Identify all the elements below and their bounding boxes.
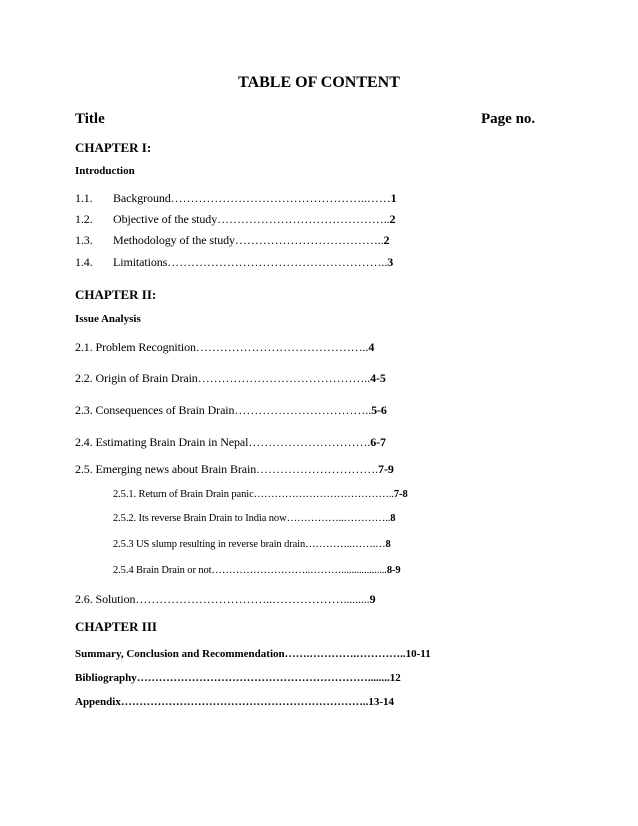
entry-page: 3 [387,255,394,269]
entry-text: Limitations……………………………………………….. [113,255,388,269]
toc-subentry-2-5-3[interactable] [113,539,391,550]
chapter-1-label: CHAPTER I: [75,140,152,155]
toc-entry-2-1[interactable] [75,340,374,355]
entry-text: Background…………………………………………..…… [113,191,391,205]
toc-entry-2-3[interactable] [75,403,387,418]
toc-subentry-2-5-1[interactable] [113,489,408,500]
toc-entry-1-3[interactable] [75,233,389,248]
chapter-1-section: Introduction [75,165,135,177]
toc-entry-1-2[interactable] [75,212,395,227]
title-column-header: Title [75,111,105,127]
chapter-2-section: Issue Analysis [75,313,141,325]
page-heading: TABLE OF CONTENT [238,74,400,91]
toc-subentry-2-5-4[interactable] [113,565,401,576]
toc-entry-2-5[interactable] [75,462,394,477]
entry-text: 2.2. Origin of Brain Drain…………………………………….. [75,371,371,385]
toc-entry-1-1[interactable] [75,191,397,206]
entry-page: 5-6 [371,403,387,417]
entry-page: 7-8 [393,489,408,500]
entry-page: 4 [368,340,375,354]
entry-page: 7-9 [378,462,394,476]
entry-page: 2 [389,212,396,226]
entry-page: 8 [390,513,396,524]
entry-page: 10-11 [405,648,431,660]
entry-number: 1.2. [75,212,93,226]
entry-text: 2.5.4 Brain Drain or not………………………..……….................. [113,565,387,576]
entry-page: 1 [390,191,397,205]
entry-text: 2.3. Consequences of Brain Drain…………………………….. [75,403,372,417]
entry-text: Bibliography………………………………………………………........ [75,672,390,684]
entry-number: 1.4. [75,255,93,269]
toc-entry-bibliography[interactable] [75,672,401,684]
entry-text: 2.1. Problem Recognition…………………………………….. [75,340,369,354]
entry-page: 13-14 [368,696,395,708]
entry-page: 8-9 [386,565,401,576]
toc-entry-summary[interactable] [75,648,431,660]
toc-entry-1-4[interactable] [75,255,393,270]
entry-text: Methodology of the study……………………………….. [113,233,384,247]
entry-number: 1.1. [75,191,93,205]
toc-subentry-2-5-2[interactable] [113,513,395,524]
entry-text: Objective of the study…………………………………….. [113,212,390,226]
toc-entry-appendix[interactable] [75,696,394,708]
chapter-3-label: CHAPTER III [75,619,157,634]
chapter-2-label: CHAPTER II: [75,287,157,302]
entry-text: 2.5.3 US slump resulting in reverse brain drain…………..…….… [113,539,386,550]
entry-text: Summary, Conclusion and Recommendation…….………….………….. [75,648,406,660]
entry-text: 2.6. Solution……………………………..………………......... [75,592,370,606]
entry-page: 9 [369,592,376,606]
entry-text: Appendix………………………………………………………….. [75,696,369,708]
entry-page: 8 [385,539,391,550]
entry-number: 1.3. [75,233,93,247]
entry-text: 2.5.1. Return of Brain Drain panic………………………………….. [113,489,394,500]
entry-text: 2.4. Estimating Brain Drain in Nepal…………………………. [75,435,371,449]
entry-page: 2 [383,233,390,247]
toc-entry-2-4[interactable] [75,435,386,450]
entry-text: 2.5.2. Its reverse Brain Drain to India now……………..………….. [113,513,391,524]
entry-text: 2.5. Emerging news about Brain Brain…………………………. [75,462,379,476]
entry-page: 6-7 [370,435,386,449]
page-column-header: Page no. [481,111,536,127]
entry-page: 12 [389,672,401,684]
toc-entry-2-6[interactable] [75,592,375,607]
toc-entry-2-2[interactable] [75,371,386,386]
entry-page: 4-5 [370,371,386,385]
